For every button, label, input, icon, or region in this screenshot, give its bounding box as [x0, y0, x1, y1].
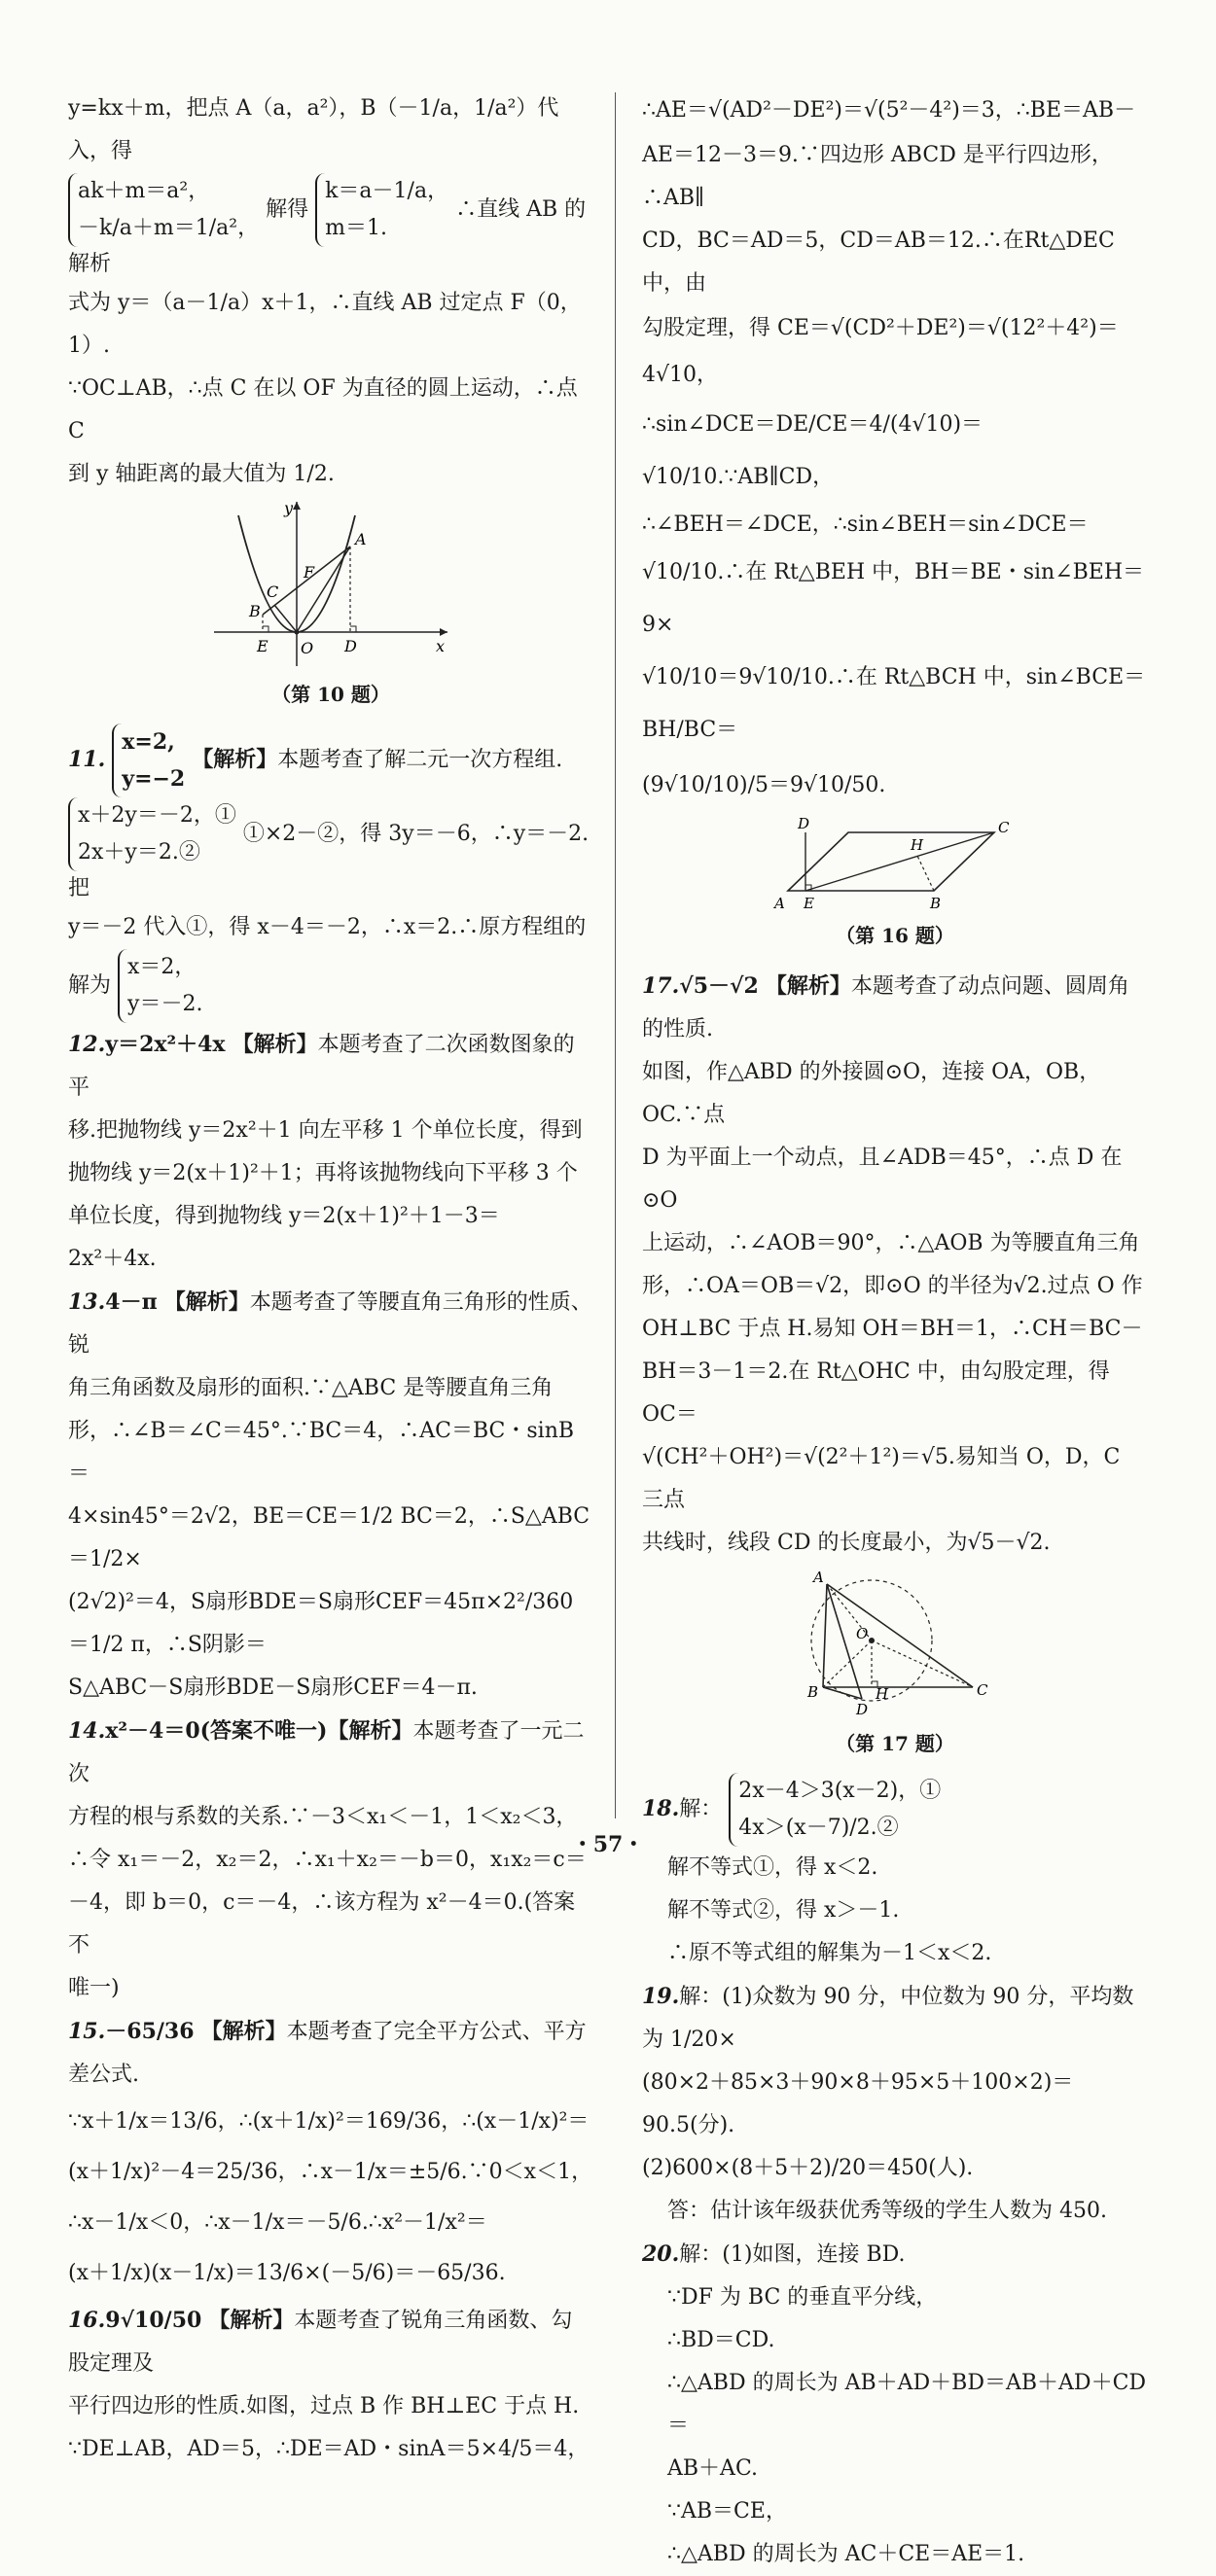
q16-line: ∴∠BEH＝∠DCE，∴sin∠BEH＝sin∠DCE＝ [642, 512, 1089, 537]
q10-label-x: x [436, 637, 446, 655]
q16-line: √10/10＝9√10/10.∴在 Rt△BCH 中，sin∠BCE＝BH/BC＝ [642, 665, 1146, 742]
q19-line: 答：估计该年级获优秀等级的学生人数为 450. [667, 2199, 1107, 2223]
left-column [68, 88, 593, 2471]
q10-caption: （第 10 题） [271, 683, 390, 706]
q16-line: CD，BC＝AD＝5，CD＝AB＝12.∴在Rt△DEC 中，由 [642, 229, 1115, 296]
q11-number: 11. [68, 747, 106, 772]
q11-ans1: x=2, [122, 729, 175, 755]
q14-line: －4，即 b＝0，c＝－4，∴该方程为 x²－4＝0.(答案不 [68, 1890, 576, 1958]
q19-line [642, 1975, 1148, 2062]
q13-line [68, 1281, 593, 1367]
q12-number: 12. [68, 1032, 106, 1057]
q16-answer: 9√10/50 [105, 2308, 202, 2333]
q11-text: 本题考查了解二元一次方程组. [277, 748, 563, 772]
q17-tag: 【解析】 [765, 973, 851, 999]
q14-solution [68, 1710, 593, 2010]
q11-result [118, 949, 202, 1023]
q16-label-d: D [798, 815, 810, 832]
q11-res1: x＝2， [127, 955, 197, 979]
q10-label-y: y [284, 499, 294, 517]
q18-number: 18. [642, 1796, 680, 1821]
q16-line: 平行四边形的性质.如图，过点 B 作 BH⊥EC 于点 H. [68, 2394, 580, 2418]
q10-res2: m＝1. [325, 216, 387, 240]
q10-label-e: E [257, 637, 268, 655]
q15-tag: 【解析】 [200, 2019, 287, 2044]
q12-line [68, 1023, 593, 1110]
q17-line [642, 965, 1148, 1051]
q16-number: 16. [68, 2308, 106, 2333]
q10-figure [204, 496, 457, 671]
q17-line: 共线时，线段 CD 的长度最小，为√5－√2. [642, 1531, 1051, 1555]
q18-line: 解不等式②，得 x＞－1. [667, 1898, 900, 1923]
q11-tag: 【解析】 [192, 747, 278, 772]
q20-line: ∴△ABD 的周长为 AC＋CE＝AE＝1. [667, 2542, 1025, 2566]
q11-answer [112, 723, 185, 797]
q14-text: 本题考查了一元二次 [68, 1719, 585, 1786]
q20-line: ∴BD＝CD. [667, 2328, 775, 2352]
q10-solve-word: 解得 [266, 197, 309, 222]
q10-label-d: D [344, 637, 357, 655]
q12-text: 本题考查了二次函数图象的平 [68, 1033, 575, 1100]
q15-line: (x＋1/x)(x－1/x)＝13/6×(－5/6)＝－65/36. [68, 2261, 506, 2285]
q13-solution [68, 1281, 593, 1710]
q10-line: 式为 y＝（a－1/a）x＋1，∴直线 AB 过定点 F（0，1）. [68, 291, 582, 358]
q10-result-system [315, 173, 448, 247]
q17-line: 形，∴OA＝OB＝√2，即⊙O 的半径为√2.过点 O 作 [642, 1274, 1143, 1298]
q16-label-e: E [804, 895, 814, 912]
q20-line: ∵AB＝CE， [667, 2499, 787, 2523]
q17-label-c: C [977, 1681, 988, 1699]
q20-number: 20. [642, 2241, 680, 2267]
q17-line: 上运动，∴∠AOB＝90°，∴△AOB 为等腰直角三角 [642, 1231, 1140, 1255]
q17-answer: √5－√2 [679, 973, 759, 999]
q16-label-h: H [911, 836, 924, 854]
q14-line: ∴令 x₁＝－2，x₂＝2，∴x₁＋x₂＝－b＝0，x₁x₂＝c＝ [68, 1848, 587, 1872]
q17-line: OH⊥BC 于点 H.易知 OH＝BH＝1，∴CH＝BC－ [642, 1317, 1143, 1341]
q10-label-c: C [267, 582, 279, 601]
q16-tag: 【解析】 [208, 2308, 295, 2333]
q16-line: AE＝12－3＝9.∵四边形 ABCD 是平行四边形，∴AB∥ [642, 143, 1113, 210]
q16-caption: （第 16 题） [836, 924, 954, 947]
q13-line: S△ABC－S扇形BDE－S扇形CEF＝4－π. [68, 1676, 478, 1700]
right-column [642, 88, 1148, 2576]
column-divider [615, 92, 616, 1818]
q13-line: 4×sin45°＝2√2，BE＝CE＝1/2 BC＝2，∴S△ABC＝1/2× [68, 1504, 590, 1571]
q13-line: (2√2)²＝4，S扇形BDE＝S扇形CEF＝45π×2²/360＝1/2 π，∴S阴影＝ [68, 1590, 574, 1657]
q14-line [68, 1710, 593, 1796]
q10-label-a: A [355, 530, 367, 548]
q17-label-b: B [807, 1683, 819, 1701]
q20-line: ∴△ABD 的周长为 AB＋AD＋BD＝AB＋AD＋CD＝ [667, 2371, 1147, 2438]
q18-line: 解不等式①，得 x＜2. [667, 1855, 878, 1880]
q14-number: 14. [68, 1718, 106, 1744]
q16-label-b: B [930, 895, 942, 912]
q17-line: D 为平面上一个动点，且∠ADB＝45°，∴点 D 在⊙O [642, 1146, 1123, 1213]
q18-ineq2: 4x＞(x－7)/2.② [738, 1816, 899, 1840]
q16-line: ∵DE⊥AB，AD＝5，∴DE＝AD・sinA＝5×4/5＝4， [68, 2437, 590, 2461]
q11-line: y＝－2 代入①，得 x－4＝－2，∴x＝2.∴原方程组的 [68, 915, 587, 939]
q11-system [68, 797, 236, 871]
q17-label-d: D [856, 1701, 869, 1718]
q11-ans2: y=−2 [122, 766, 186, 792]
q12-line: 抛物线 y＝2(x＋1)²＋1；再将该抛物线向下平移 3 个 [68, 1161, 578, 1185]
q15-line: ∴x－1/x＜0，∴x－1/x＝－5/6.∴x²－1/x²＝ [68, 2210, 487, 2235]
q16-text: 本题考查了锐角三角函数、勾股定理及 [68, 2309, 573, 2376]
q14-line: 方程的根与系数的关系.∵－3＜x₁＜－1，1＜x₂＜3， [68, 1805, 578, 1829]
q11-result-line [68, 949, 593, 1023]
q17-figure [778, 1565, 1012, 1720]
q15-line: ∵x＋1/x＝13/6，∴(x＋1/x)²＝169/36，∴(x－1/x)²＝ [68, 2109, 590, 2134]
q16-line: √10/10.∴在 Rt△BEH 中，BH＝BE・sin∠BEH＝9× [642, 560, 1145, 637]
q16-solution-start [68, 2299, 593, 2471]
q11-res2: y＝－2. [127, 992, 203, 1016]
q12-line: 2x²＋4x. [68, 1247, 157, 1271]
q12-line: 单位长度，得到抛物线 y＝2(x＋1)²＋1－3＝ [68, 1204, 500, 1228]
q19-text: 解：(1)众数为 90 分，中位数为 90 分，平均数为 1/20× [642, 1985, 1134, 2052]
q17-label-a: A [813, 1569, 824, 1586]
q10-label-f: F [304, 563, 315, 582]
q18-solution [642, 1773, 1148, 1975]
q15-line: (x＋1/x)²－4＝25/36，∴x－1/x＝±5/6.∵0＜x＜1， [68, 2160, 593, 2184]
q19-line: (80×2＋85×3＋90×8＋95×5＋100×2)＝90.5(分). [642, 2070, 1074, 2137]
q13-answer: 4－π [105, 1289, 158, 1315]
q11-text: ①×2－②，得 3y＝－6，∴y＝－2.把 [68, 822, 590, 900]
q15-line [68, 2010, 593, 2097]
q17-label-o: O [856, 1625, 869, 1642]
q16-line [68, 2299, 593, 2385]
q11-eq1: x＋2y＝－2，① [78, 803, 236, 828]
q12-answer: y＝2x²＋4x [105, 1032, 226, 1057]
q13-number: 13. [68, 1289, 106, 1315]
q15-number: 15. [68, 2019, 106, 2044]
q16-line: ∴AE＝√(AD²－DE²)＝√(5²－4²)＝3，∴BE＝AB－ [642, 98, 1136, 123]
q17-line: 如图，作△ABD 的外接圆⊙O，连接 OA，OB，OC.∵点 [642, 1060, 1101, 1127]
q16-line: ∴sin∠DCE＝DE/CE＝4/(4√10)＝√10/10.∵AB∥CD， [642, 412, 984, 489]
q12-solution [68, 1023, 593, 1281]
q11-eq2: 2x＋y＝2.② [78, 840, 200, 865]
page-number: ・57・ [571, 1832, 645, 1857]
q13-tag: 【解析】 [163, 1289, 250, 1315]
q20-line: ∵DF 为 BC 的垂直平分线， [667, 2285, 938, 2310]
q16-line: 勾股定理，得 CE＝√(CD²＋DE²)＝√(12²＋4²)＝4√10， [642, 316, 1119, 387]
q18-ineq1: 2x－4＞3(x－2)，① [738, 1779, 942, 1803]
q15-answer: －65/36 [105, 2019, 195, 2044]
q19-number: 19. [642, 1984, 680, 2009]
q14-tag: 【解析】 [327, 1718, 413, 1744]
q10-label-b: B [249, 602, 261, 620]
q17-line: √(CH²＋OH²)＝√(2²＋1²)＝√5.易知当 O，D，C 三点 [642, 1445, 1121, 1512]
q20-text: 解：(1)如图，连接 BD. [679, 2242, 906, 2267]
q20-line [642, 2233, 1148, 2276]
q17-text: 本题考查了动点问题、圆周角的性质. [642, 974, 1129, 1041]
q18-head-word: 解： [679, 1797, 723, 1821]
q10-line: 到 y 轴距离的最大值为 1/2. [68, 462, 335, 486]
q13-line: 形，∴∠B＝∠C＝45°.∵BC＝4，∴AC＝BC・sinB＝ [68, 1419, 575, 1486]
q17-label-h: H [876, 1685, 889, 1703]
q10-system-line [68, 173, 593, 282]
q10-res1: k＝a－1/a， [325, 179, 449, 203]
q20-line: AB＋AC. [667, 2456, 758, 2481]
q13-line: 角三角函数及扇形的面积.∵△ABC 是等腰直角三角 [68, 1376, 554, 1400]
q10-line: y=kx＋m，把点 A（a，a²），B（－1/a，1/a²）代入，得 [68, 96, 559, 163]
q13-text: 本题考查了等腰直角三角形的性质、锐 [68, 1290, 592, 1358]
q16-line: (9√10/10)/5＝9√10/50. [642, 773, 886, 797]
q18-line: ∴原不等式组的解集为－1＜x＜2. [667, 1941, 992, 1965]
q10-line: ∵OC⊥AB，∴点 C 在以 OF 为直径的圆上运动，∴点 C [68, 376, 578, 443]
q16-figure [769, 815, 1021, 912]
q11-solution [68, 723, 593, 1023]
q16-solution-cont [642, 88, 1148, 957]
q17-solution [642, 965, 1148, 1765]
q16-label-c: C [998, 819, 1010, 836]
q10-label-o: O [301, 639, 314, 657]
q11-system-line [68, 797, 593, 906]
q14-answer: x²－4＝0(答案不唯一) [105, 1718, 328, 1744]
q15-solution [68, 2010, 593, 2299]
q15-text: 本题考查了完全平方公式、平方差公式. [68, 2020, 587, 2087]
q10-system [68, 173, 259, 247]
q17-number: 17. [642, 973, 680, 999]
q11-text: 解为 [68, 973, 112, 998]
q17-caption: （第 17 题） [836, 1732, 954, 1755]
q19-line: (2)600×(8＋5＋2)/20＝450(人). [642, 2156, 974, 2180]
q20-solution [642, 2233, 1148, 2576]
q10-eq1: ak＋m＝a²， [78, 179, 210, 203]
q10-eq2: －k/a＋m＝1/a²， [78, 216, 260, 240]
q19-solution [642, 1975, 1148, 2233]
q12-line: 移.把抛物线 y＝2x²＋1 向左平移 1 个单位长度，得到 [68, 1118, 583, 1143]
q12-tag: 【解析】 [232, 1032, 318, 1057]
q14-line: 唯一) [68, 1976, 120, 2000]
q17-line: BH＝3－1＝2.在 Rt△OHC 中，由勾股定理，得 OC＝ [642, 1359, 1110, 1427]
q10-solution [68, 88, 593, 716]
q11-head [68, 723, 593, 797]
q10-line-ab: ∴直线 AB 的解析 [68, 197, 587, 276]
q16-label-a: A [774, 895, 785, 912]
